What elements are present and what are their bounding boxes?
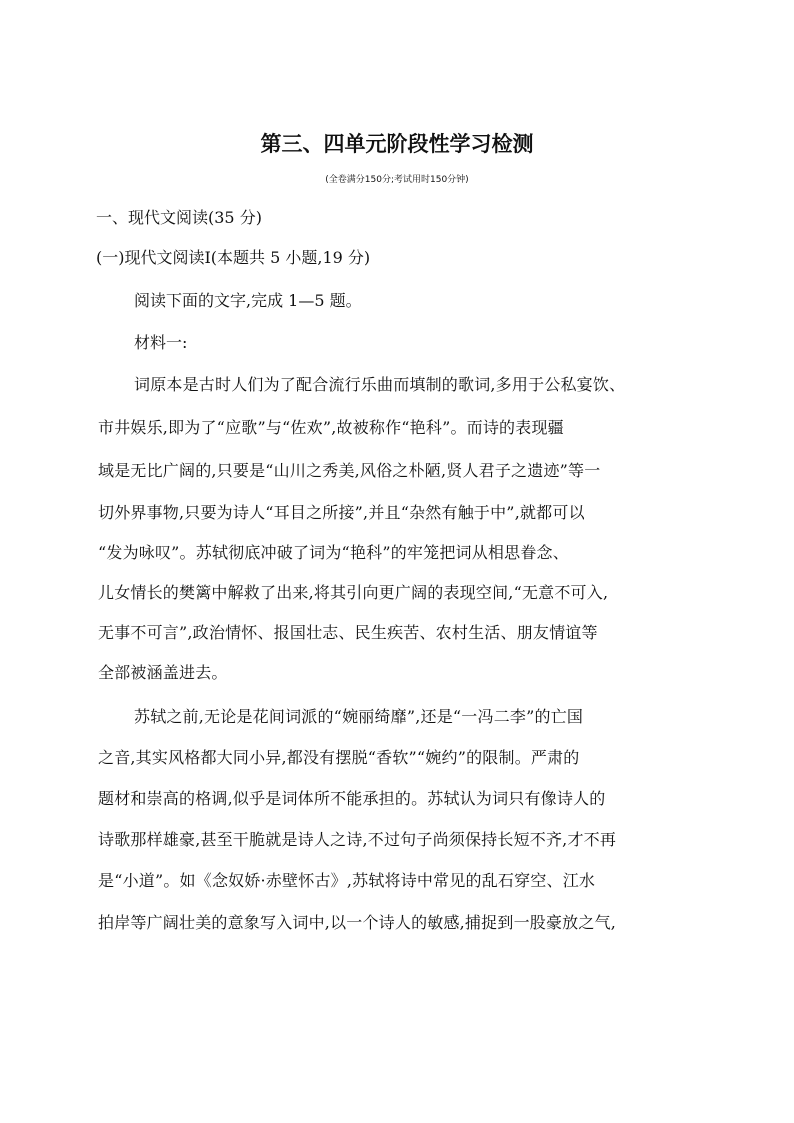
sub1-heading: (一)现代文阅读Ⅰ(本题共 5 小题,19 分) — [96, 248, 371, 267]
paragraph-line: 市井娱乐,即为了“应歌”与“佐欢”,故被称作“艳科”。而诗的表现疆 — [98, 418, 564, 437]
paragraph-line: 是“小道”。如《念奴娇·赤壁怀古》,苏轼将诗中常见的乱石穿空、江水 — [98, 871, 596, 890]
part1-heading: 一、现代文阅读(35 分) — [96, 208, 262, 227]
paragraph-line: 域是无比广阔的,只要是“山川之秀美,风俗之朴陋,贤人君子之遗迹”等一 — [98, 461, 601, 480]
paragraph-line: “发为咏叹”。苏轼彻底冲破了词为“艳科”的牢笼把词从相思眷念、 — [98, 543, 569, 562]
paragraph-line: 苏轼之前,无论是花间词派的“婉丽绮靡”,还是“一冯二李”的亡国 — [134, 707, 584, 726]
paragraph-line: 全部被涵盖进去。 — [98, 663, 228, 682]
paragraph-line: 儿女情长的樊篱中解救了出来,将其引向更广阔的表现空间,“无意不可入, — [98, 583, 609, 602]
paragraph-line: 切外界事物,只要为诗人“耳目之所接”,并且“杂然有触于中”,就都可以 — [98, 503, 585, 522]
paragraph-line: 题材和崇高的格调,似乎是词体所不能承担的。苏轼认为词只有像诗人的 — [98, 789, 606, 808]
paragraph-line: 词原本是古时人们为了配合流行乐曲而填制的歌词,多用于公私宴饮、 — [134, 375, 626, 394]
material-label: 材料一: — [134, 333, 188, 352]
paragraph-line: 无事不可言”,政治情怀、报国壮志、民生疾苦、农村生活、朋友情谊等 — [98, 623, 598, 642]
paragraph-line: 之音,其实风格都大同小异,都没有摆脱“香软”“婉约”的限制。严肃的 — [98, 748, 580, 767]
page-title: 第三、四单元阶段性学习检测 — [260, 132, 534, 156]
paragraph-line: 诗歌那样雄豪,甚至干脆就是诗人之诗,不过句子尚须保持长短不齐,才不再 — [98, 830, 617, 849]
paragraph-line: 拍岸等广阔壮美的意象写入词中,以一个诗人的敏感,捕捉到一股豪放之气, — [98, 913, 617, 932]
page-subtitle: (全卷满分150分;考试用时150分钟) — [325, 175, 469, 185]
instruction-text: 阅读下面的文字,完成 1—5 题。 — [134, 291, 362, 310]
